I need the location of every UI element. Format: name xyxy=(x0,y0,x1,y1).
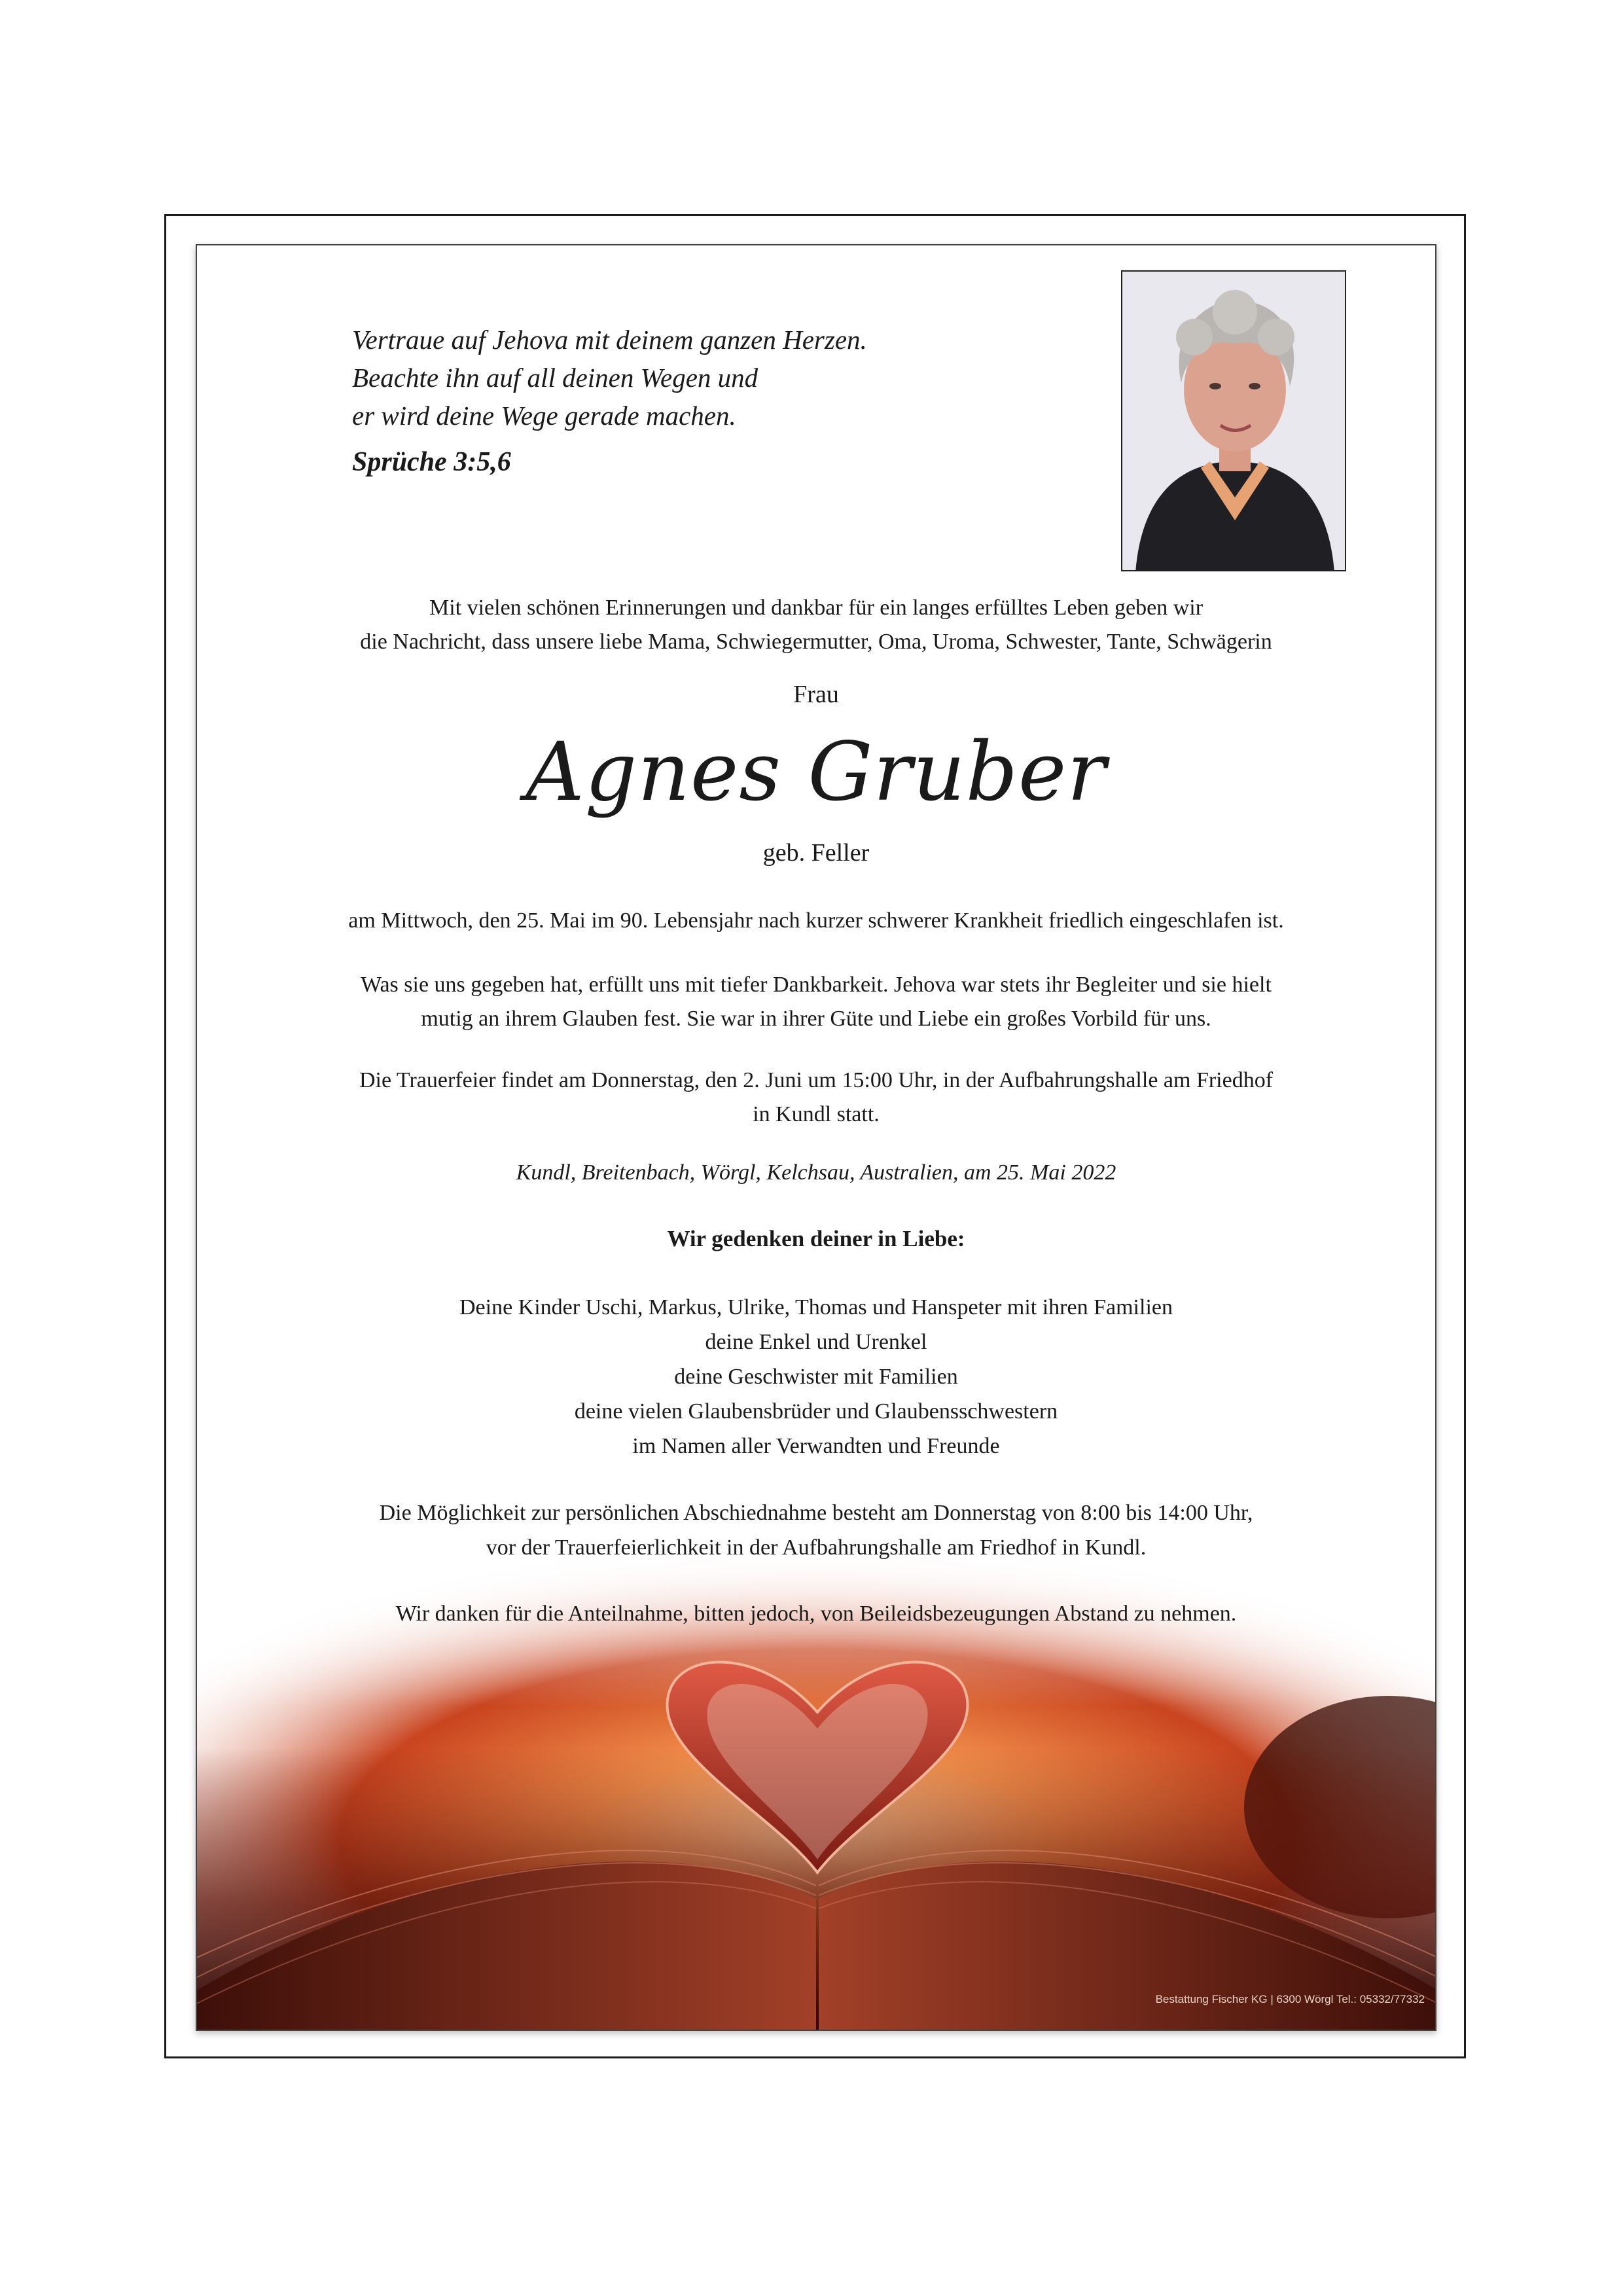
death-notice: am Mittwoch, den 25. Mai im 90. Lebensjahr nach kurzer schwerer Krankheit friedlich eingeschlafen ist. xyxy=(348,908,1284,933)
tribute-line: Was sie uns gegeben hat, erfüllt uns mit tiefer Dankbarkeit. Jehova war stets ihr Begleiter und sie hielt xyxy=(361,973,1272,997)
verse-line: Vertraue auf Jehova mit deinem ganzen Herzen. xyxy=(352,325,867,355)
verse-line: Beachte ihn auf all deinen Wegen und xyxy=(352,363,758,393)
mourners-list xyxy=(197,1290,1435,1463)
thanks-text: Wir danken für die Anteilnahme, bitten jedoch, von Beileidsbezeugungen Abstand zu nehmen. xyxy=(395,1602,1237,1626)
bible-verse xyxy=(352,321,1072,435)
farewell-line: Die Möglichkeit zur persönlichen Abschiednahme besteht am Donnerstag von 8:00 bis 14:00 Uhr, xyxy=(379,1501,1253,1525)
mourner-line: deine vielen Glaubensbrüder und Glaubensschwestern xyxy=(574,1399,1058,1424)
farewell-text xyxy=(197,1496,1435,1565)
tribute-line: mutig an ihrem Glauben fest. Sie war in ihrer Güte und Liebe ein großes Vorbild für uns. xyxy=(421,1007,1211,1031)
ceremony-line: Die Trauerfeier findet am Donnerstag, den 2. Juni um 15:00 Uhr, in der Aufbahrungshalle am Friedhof xyxy=(359,1068,1274,1092)
mourner-line: deine Enkel und Urenkel xyxy=(705,1330,927,1354)
ceremony-text xyxy=(197,1064,1435,1132)
intro-text xyxy=(197,591,1435,659)
ceremony-line: in Kundl statt. xyxy=(753,1102,880,1126)
farewell-line: vor der Trauerfeierlichkeit in der Aufbahrungshalle am Friedhof in Kundl. xyxy=(486,1535,1147,1560)
tribute-text xyxy=(197,968,1435,1036)
intro-line: Mit vielen schönen Erinnerungen und dankbar für ein langes erfülltes Leben geben wir xyxy=(429,596,1204,620)
place-date: Kundl, Breitenbach, Wörgl, Kelchsau, Australien, am 25. Mai 2022 xyxy=(516,1160,1116,1185)
funeral-home-footer: Bestattung Fischer KG | 6300 Wörgl Tel.: 05332/77332 xyxy=(1155,1993,1425,2005)
birth-name: geb. Feller xyxy=(762,839,870,867)
verse-reference: Sprüche 3:5,6 xyxy=(352,447,511,477)
portrait-photo xyxy=(1121,270,1346,571)
mourner-line: im Namen aller Verwandten und Freunde xyxy=(632,1434,1000,1458)
salutation: Frau xyxy=(793,681,839,708)
mourner-line: deine Geschwister mit Familien xyxy=(674,1365,958,1389)
verse-line: er wird deine Wege gerade machen. xyxy=(352,401,736,431)
deceased-name: Agnes Gruber xyxy=(526,725,1107,819)
obituary-card xyxy=(196,244,1436,2031)
mourners-heading: Wir gedenken deiner in Liebe: xyxy=(667,1226,965,1251)
mourner-line: Deine Kinder Uschi, Markus, Ulrike, Thomas und Hanspeter mit ihren Familien xyxy=(459,1295,1173,1319)
intro-line: die Nachricht, dass unsere liebe Mama, Schwiegermutter, Oma, Uroma, Schwester, Tante, Schwägerin xyxy=(360,630,1272,654)
